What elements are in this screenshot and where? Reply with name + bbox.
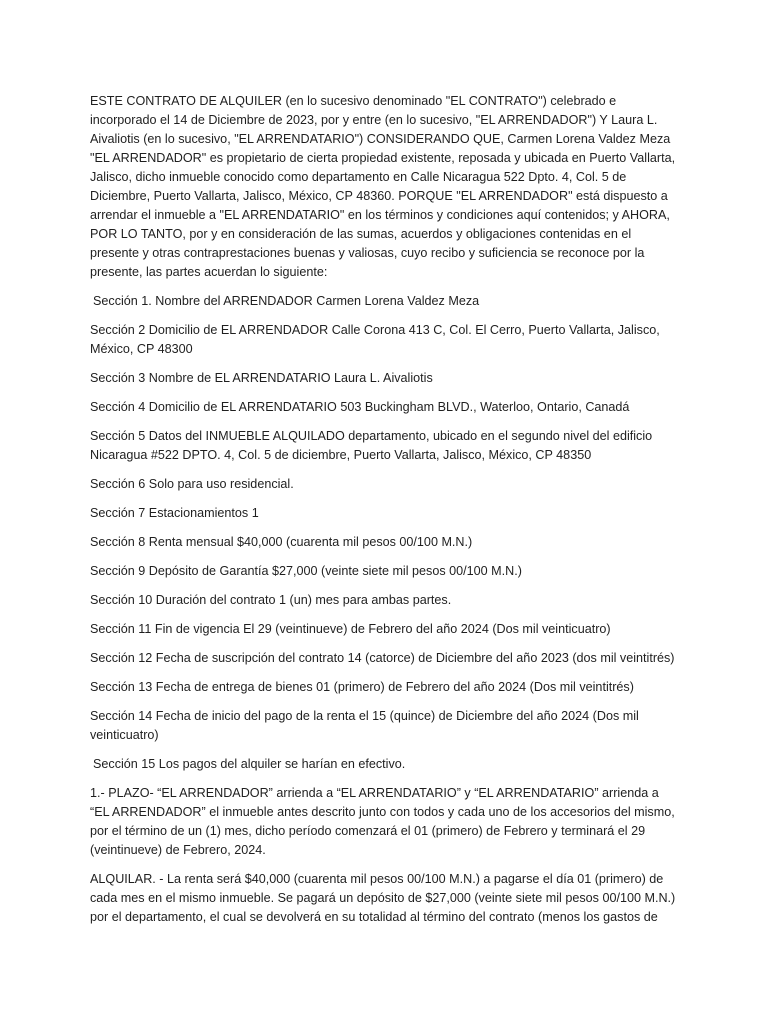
contract-intro-paragraph: ESTE CONTRATO DE ALQUILER (en lo sucesivo denominado "EL CONTRATO") celebrado e incorporado el 14 de Diciembre de 2023, por y entre (en lo sucesivo, "EL ARRENDADOR") Y Laura L. Aivaliotis (en lo sucesivo, "EL ARRENDATARIO") CONSIDERANDO QUE, Carmen Lorena Valdez Meza "EL ARRENDADOR" es propietario de cierta propiedad existente, reposada y ubicada en Puerto Vallarta, Jalisco, dicho inmueble conocido como departamento en Calle Nicaragua 522 Dpto. 4, Col. 5 de Diciembre, Puerto Vallarta, Jalisco, México, CP 48360. PORQUE "EL ARRENDADOR" está dispuesto a arrendar el inmueble a "EL ARRENDATARIO" en los términos y condiciones aquí contenidos; y AHORA, POR LO TANTO, por y en consideración de las sumas, acuerdos y obligaciones contenidas en el presente y otras contraprestaciones buenas y valiosas, cuyo recibo y suficiencia se reconoce por la presente, las partes acuerdan lo siguiente:: [90, 94, 676, 279]
section-15-paragraph: Sección 15 Los pagos del alquiler se harían en efectivo.: [93, 757, 406, 771]
section-11-paragraph: Sección 11 Fin de vigencia El 29 (veintinueve) de Febrero del año 2024 (Dos mil veinticuatro): [90, 622, 611, 636]
section-1-paragraph: Sección 1. Nombre del ARRENDADOR Carmen Lorena Valdez Meza: [93, 294, 480, 308]
section-7-paragraph: Sección 7 Estacionamientos 1: [90, 506, 259, 520]
section-8-paragraph: Sección 8 Renta mensual $40,000 (cuarenta mil pesos 00/100 M.N.): [90, 535, 473, 549]
section-2-paragraph: Sección 2 Domicilio de EL ARRENDADOR Calle Corona 413 C, Col. El Cerro, Puerto Vallarta, Jalisco, México, CP 48300: [90, 323, 660, 356]
section-9-paragraph: Sección 9 Depósito de Garantía $27,000 (veinte siete mil pesos 00/100 M.N.): [90, 564, 522, 578]
section-10-paragraph: Sección 10 Duración del contrato 1 (un) mes para ambas partes.: [90, 593, 452, 607]
section-6-paragraph: Sección 6 Solo para uso residencial.: [90, 477, 294, 491]
section-13-paragraph: Sección 13 Fecha de entrega de bienes 01 (primero) de Febrero del año 2024 (Dos mil veintitrés): [90, 680, 634, 694]
section-5-paragraph: Sección 5 Datos del INMUEBLE ALQUILADO departamento, ubicado en el segundo nivel del edificio Nicaragua #522 DPTO. 4, Col. 5 de diciembre, Puerto Vallarta, Jalisco, México, CP 48350: [90, 429, 653, 462]
section-14-paragraph: Sección 14 Fecha de inicio del pago de la renta el 15 (quince) de Diciembre del año 2024 (Dos mil veinticuatro): [90, 709, 639, 742]
plazo-clause-paragraph: 1.- PLAZO- “EL ARRENDADOR” arrienda a “EL ARRENDATARIO” y “EL ARRENDATARIO” arrienda a “EL ARRENDADOR” el inmueble antes descrito junto con todos y cada uno de los accesorios del mismo, por el término de un (1) mes, dicho período comenzará el 01 (primero) de Febrero y terminará el 29 (veintinueve) de Febrero, 2024.: [90, 786, 675, 857]
section-4-paragraph: Sección 4 Domicilio de EL ARRENDATARIO 503 Buckingham BLVD., Waterloo, Ontario, Canadá: [90, 400, 630, 414]
section-3-paragraph: Sección 3 Nombre de EL ARRENDATARIO Laura L. Aivaliotis: [90, 371, 433, 385]
alquilar-clause-paragraph: ALQUILAR. - La renta será $40,000 (cuarenta mil pesos 00/100 M.N.) a pagarse el día 01 (primero) de cada mes en el mismo inmueble. Se pagará un depósito de $27,000 (veinte siete mil pesos 00/100 M.N.) por el departamento, el cual se devolverá en su totalidad al término del contrato (menos los gastos de: [90, 872, 676, 924]
contract-document: [90, 92, 678, 937]
section-12-paragraph: Sección 12 Fecha de suscripción del contrato 14 (catorce) de Diciembre del año 2023 (dos mil veintitrés): [90, 651, 675, 665]
